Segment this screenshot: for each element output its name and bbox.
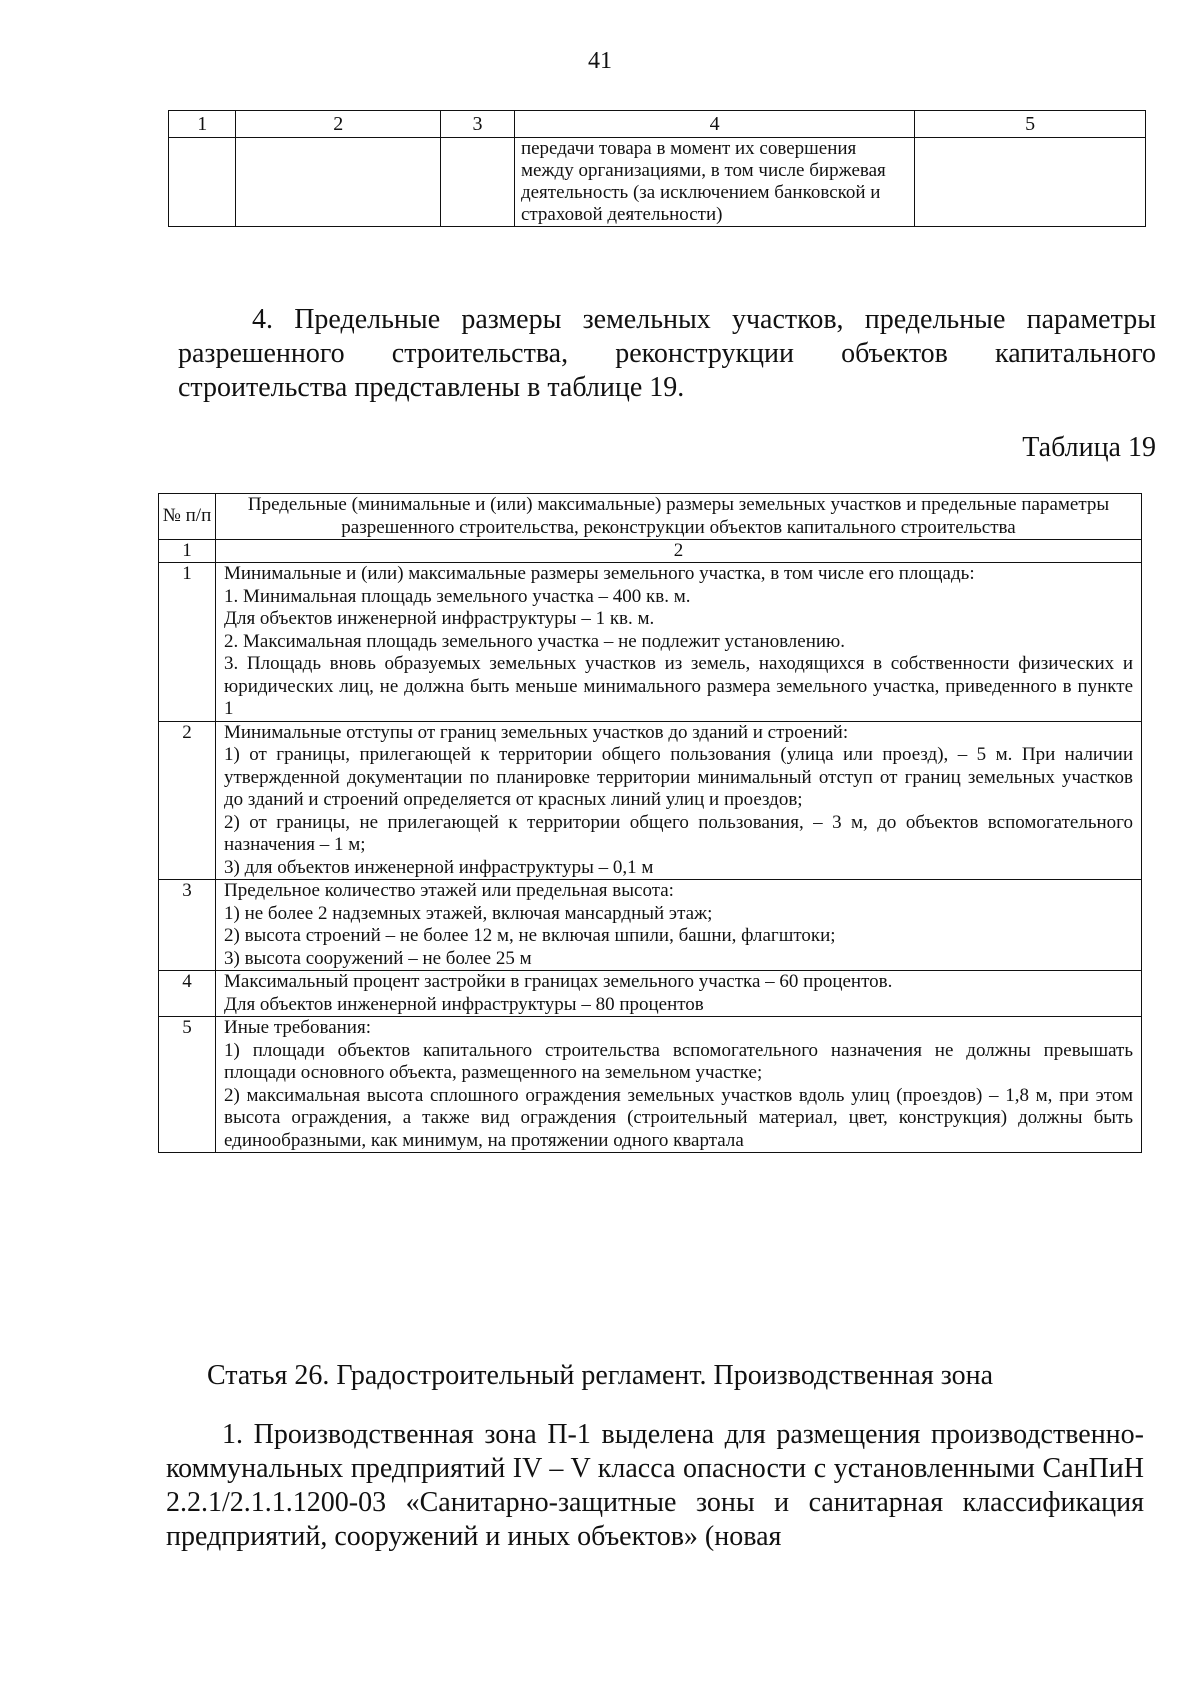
row-content: [216, 721, 1142, 880]
row-content: [216, 971, 1142, 1017]
row-number: 1: [159, 563, 216, 722]
row-line: 2) от границы, не прилегающей к территории общего пользования, – 3 м, до объектов вспомогательного назначения – 1 м;: [224, 811, 1133, 855]
table-header-row: [159, 494, 1142, 540]
header-text-cell: Предельные (минимальные и (или) максимальные) размеры земельных участков и предельные параметры разрешенного строительства, реконструкции объектов капитального строительства: [216, 494, 1142, 540]
row-number: 5: [159, 1017, 216, 1153]
row-line: 3) для объектов инженерной инфраструктуры – 0,1 м: [224, 856, 654, 878]
table-row: [159, 880, 1142, 971]
table-cell: [915, 138, 1146, 227]
row-content: [216, 563, 1142, 722]
row-line: 1) не более 2 надземных этажей, включая мансардный этаж;: [224, 902, 713, 924]
row-line: 2. Максимальная площадь земельного участка – не подлежит установлению.: [224, 630, 845, 652]
table-row: [169, 138, 1146, 227]
continuation-table-header-cell: 1: [169, 111, 236, 138]
paragraph-text: Предельные размеры земельных участков, предельные параметры разрешенного строительства, реконструкции объектов капитального строительства представлены в таблице 19.: [178, 304, 1156, 403]
paragraph-number: 4.: [252, 304, 273, 335]
row-line: Минимальные и (или) максимальные размеры земельного участка, в том числе его площадь:: [224, 563, 975, 584]
row-line: 1. Минимальная площадь земельного участка – 400 кв. м.: [224, 585, 691, 607]
continuation-table-header-cell: 4: [514, 111, 914, 138]
row-line: Для объектов инженерной инфраструктуры – 80 процентов: [224, 993, 704, 1015]
paragraph-number: 1.: [222, 1419, 243, 1450]
row-line: Иные требования:: [224, 1017, 371, 1038]
table-19: [158, 493, 1142, 1153]
row-line: 1) площади объектов капитального строительства вспомогательного назначения не должны превышать площади основного объекта, размещенного на земельном участке;: [224, 1039, 1133, 1083]
row-line: Минимальные отступы от границ земельных участков до зданий и строений:: [224, 721, 849, 743]
continuation-table-header-cell: 2: [236, 111, 441, 138]
table-caption: Таблица 19: [1022, 432, 1156, 463]
table-cell: [169, 138, 236, 227]
table-cell: [440, 138, 514, 227]
table-row: [159, 563, 1142, 722]
row-content: [216, 880, 1142, 971]
column-number-cell: 2: [216, 540, 1142, 563]
table-row: [159, 1017, 1142, 1153]
row-line: Предельное количество этажей или предельная высота:: [224, 880, 674, 901]
column-number-row: [159, 540, 1142, 563]
page-number: 41: [588, 48, 612, 74]
article-heading: Статья 26. Градостроительный регламент. Производственная зона: [206, 1360, 994, 1391]
row-number: 2: [159, 721, 216, 880]
row-line: 2) высота строений – не более 12 м, не включая шпили, башни, флагштоки;: [224, 925, 836, 946]
continuation-table-header-cell: 5: [915, 111, 1146, 138]
row-number: 4: [159, 971, 216, 1017]
paragraph-text: Производственная зона П-1 выделена для размещения производственно-коммунальных предприятий IV – V класса опасности с установленными СанПиН 2.2.1/2.1.1.1200-03 «Санитарно-защитные зоны и санитарная классификация предприятий, сооружений и иных объектов» (новая: [166, 1419, 1144, 1552]
paragraph-4: [178, 303, 1156, 405]
row-line: Максимальный процент застройки в границах земельного участка – 60 процентов.: [224, 971, 893, 992]
continuation-table-header-row: [169, 111, 1146, 138]
table-row: [159, 721, 1142, 880]
row-number: 3: [159, 880, 216, 971]
row-line: 3) высота сооружений – не более 25 м: [224, 947, 532, 969]
table-cell: передачи товара в момент их совершения между организациями, в том числе биржевая деятельность (за исключением банковской и страховой деятельности): [514, 138, 914, 227]
row-line: Для объектов инженерной инфраструктуры – 1 кв. м.: [224, 608, 655, 629]
table-row: [159, 971, 1142, 1017]
table-cell: [236, 138, 441, 227]
continuation-table: [168, 110, 1146, 227]
row-content: [216, 1017, 1142, 1153]
continuation-table-header-cell: 3: [440, 111, 514, 138]
column-number-cell: 1: [159, 540, 216, 563]
row-line: 1) от границы, прилегающей к территории общего пользования (улица или проезд), – 5 м. При наличии утвержденной документации по планировке территории минимальный отступ от границ земельных участков до зданий и строений определяется от красных линий улиц и проездов;: [224, 744, 1133, 810]
row-line: 3. Площадь вновь образуемых земельных участков из земель, находящихся в собственности физических и юридических лиц, не должна быть меньше минимального размера земельного участка, приведенного в пункте 1: [224, 653, 1133, 719]
row-line: 2) максимальная высота сплошного ограждения земельных участков вдоль улиц (проездов) – 1,8 м, при этом высота ограждения, а также вид ограждения (строительный материал, цвет, конструкция) должны быть единообразными, как минимум, на протяжении одного квартала: [224, 1084, 1133, 1151]
header-num-cell: № п/п: [159, 494, 216, 540]
paragraph-1: [166, 1418, 1144, 1554]
